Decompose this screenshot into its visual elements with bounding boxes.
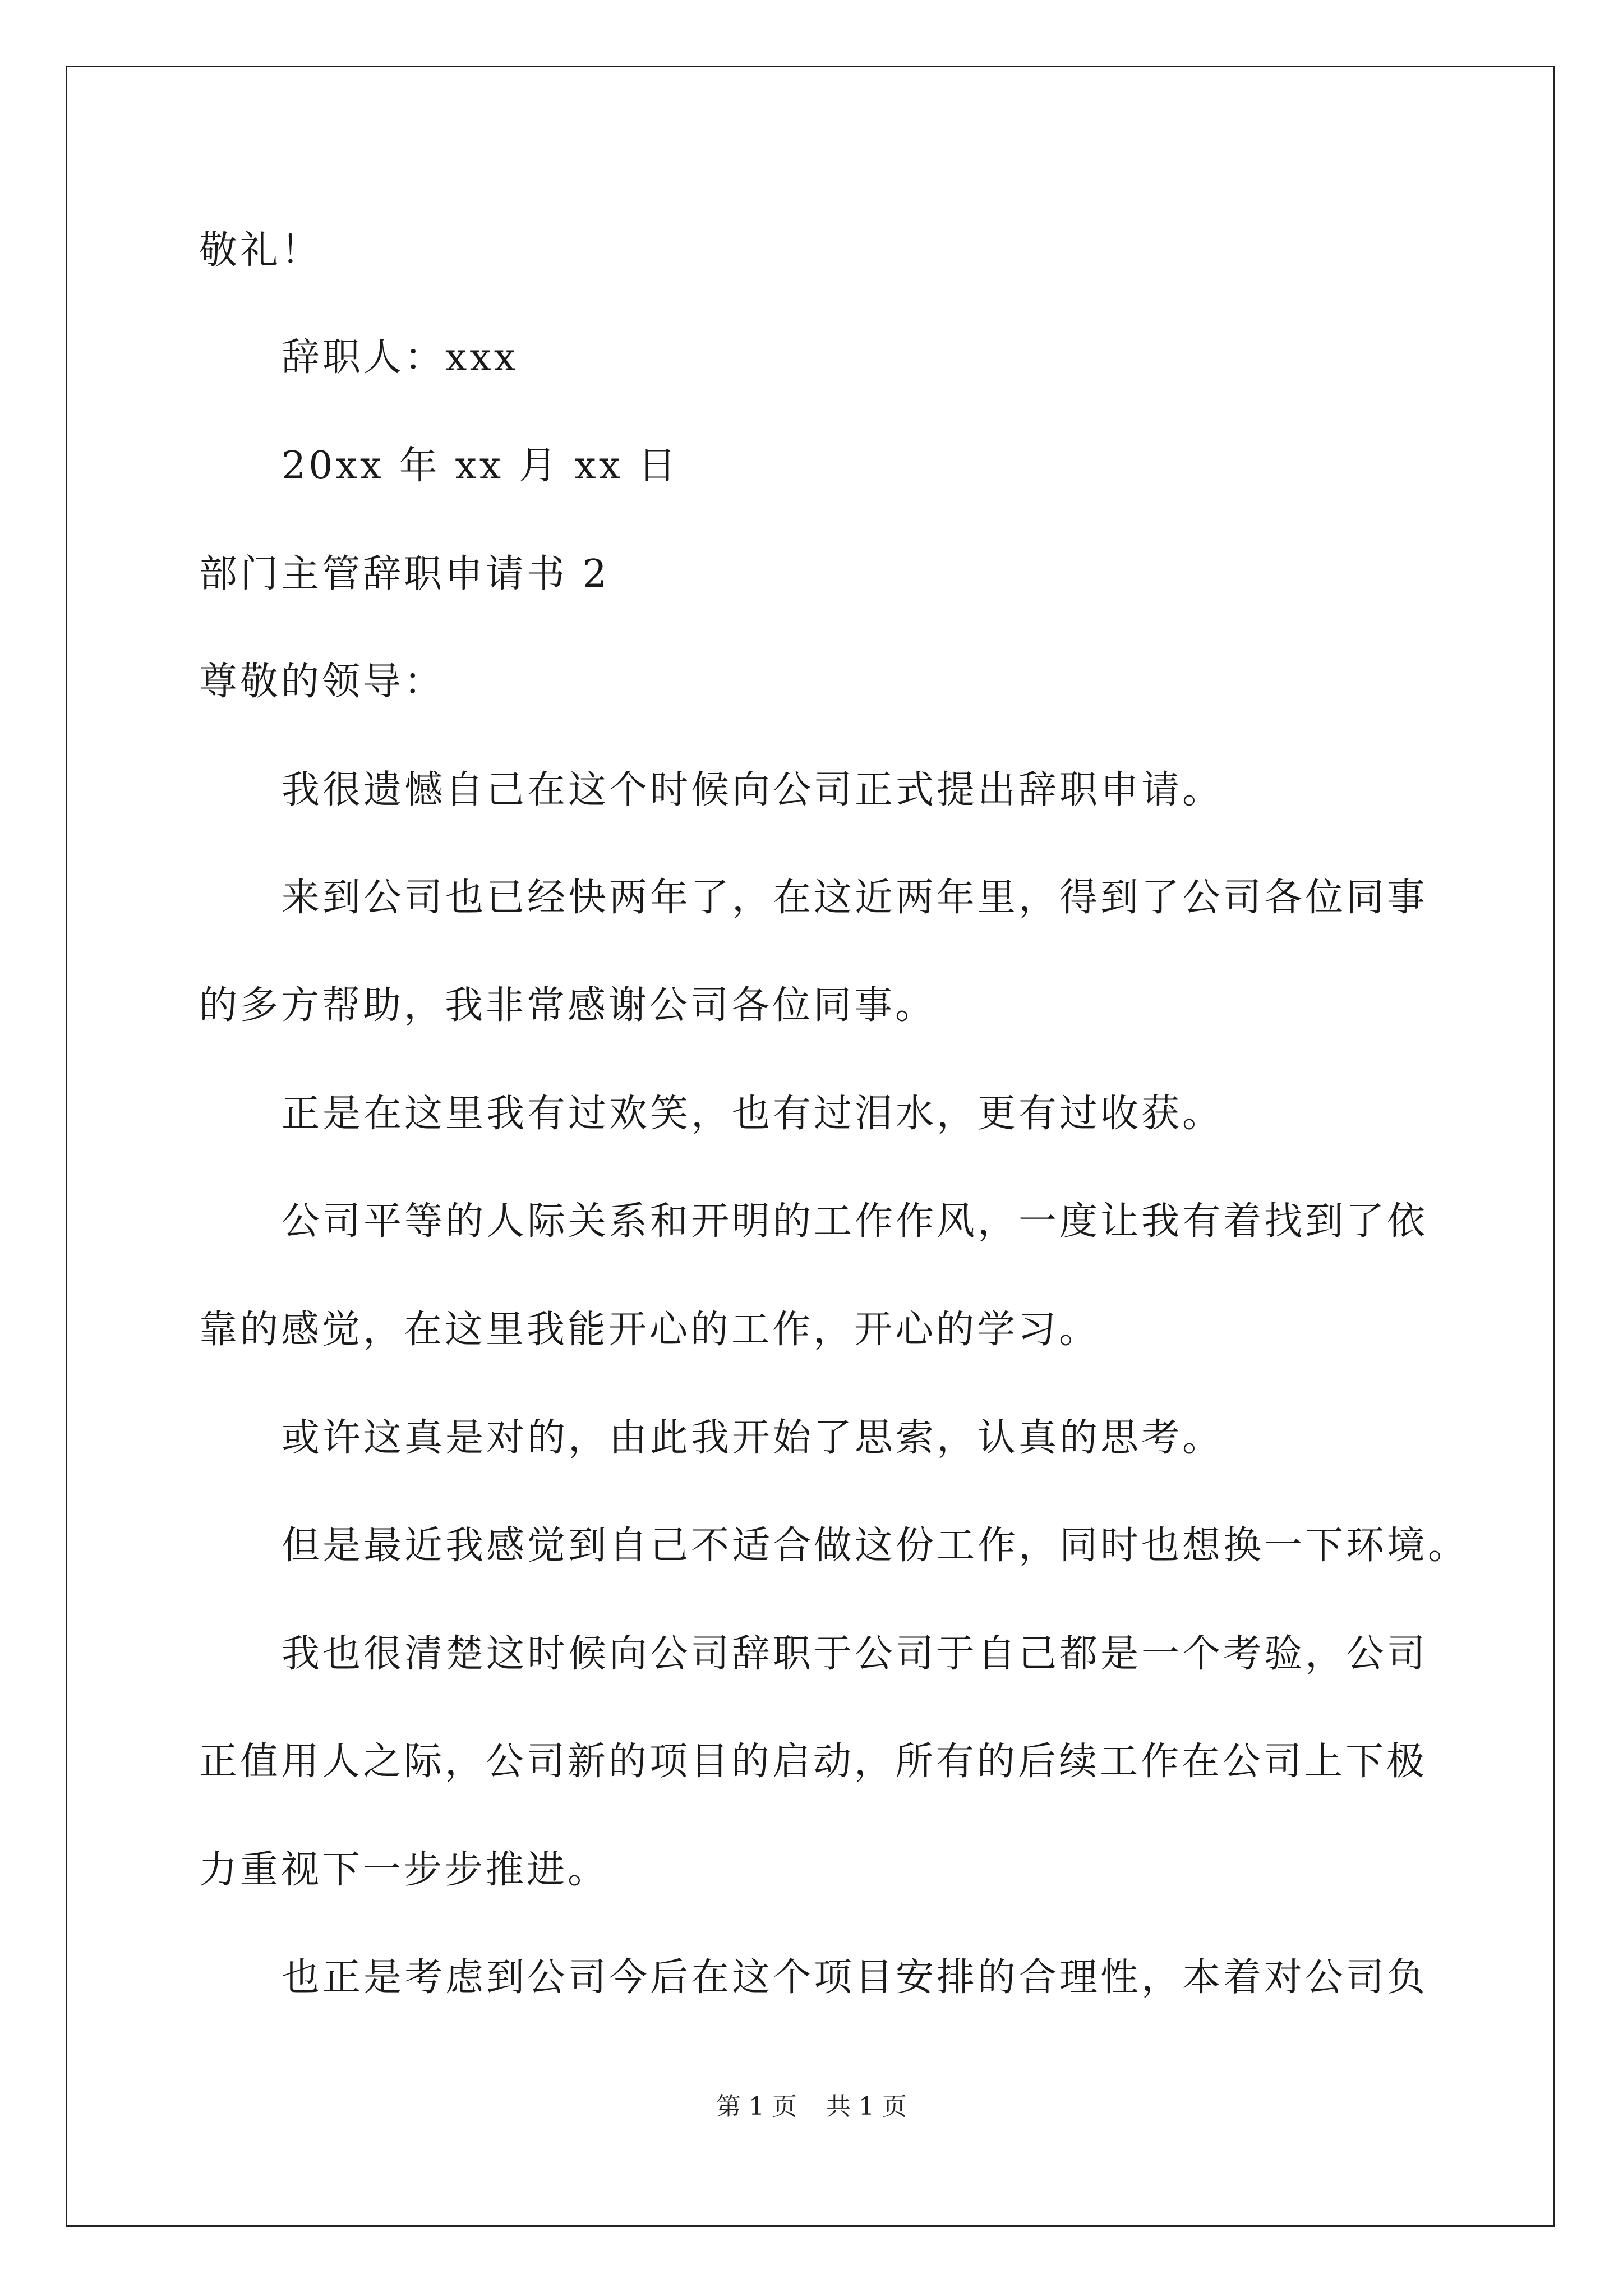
page-number: 第 1 页 xyxy=(716,2092,797,2121)
body-line: 靠的感觉，在这里我能开心的工作，开心的学习。 xyxy=(199,1308,1100,1352)
body-line: 也正是考虑到公司今后在这个项目安排的合理性，本着对公司负 xyxy=(282,1955,1428,2000)
section-title: 部门主管辞职申请书 2 xyxy=(199,552,610,596)
body-line: 公司平等的人际关系和开明的工作作风，一度让我有着找到了依 xyxy=(282,1199,1428,1244)
signer-line: 辞职人：xxx xyxy=(282,335,519,380)
page-border xyxy=(66,66,1555,2227)
page-total: 共 1 页 xyxy=(826,2092,907,2121)
body-line: 正值用人之际，公司新的项目的启动，所有的后续工作在公司上下极 xyxy=(199,1740,1428,1784)
date-line: 20xx 年 xx 月 xx 日 xyxy=(282,444,679,488)
body-line: 我很遗憾自己在这个时候向公司正式提出辞职申请。 xyxy=(282,768,1224,812)
body-line: 但是最近我感觉到自己不适合做这份工作，同时也想换一下环境。 xyxy=(282,1524,1469,1568)
page-footer xyxy=(0,2092,1623,2121)
closing-salutation: 敬礼！ xyxy=(199,228,322,273)
body-line: 或许这真是对的，由此我开始了思索，认真的思考。 xyxy=(282,1416,1224,1460)
body-line: 的多方帮助，我非常感谢公司各位同事。 xyxy=(199,983,937,1028)
body-line: 力重视下一步步推进。 xyxy=(199,1848,609,1892)
salutation: 尊敬的领导： xyxy=(199,660,445,704)
body-line: 来到公司也已经快两年了，在这近两年里，得到了公司各位同事 xyxy=(282,876,1428,920)
body-line: 我也很清楚这时候向公司辞职于公司于自己都是一个考验，公司 xyxy=(282,1632,1428,1676)
body-line: 正是在这里我有过欢笑，也有过泪水，更有过收获。 xyxy=(282,1092,1224,1136)
